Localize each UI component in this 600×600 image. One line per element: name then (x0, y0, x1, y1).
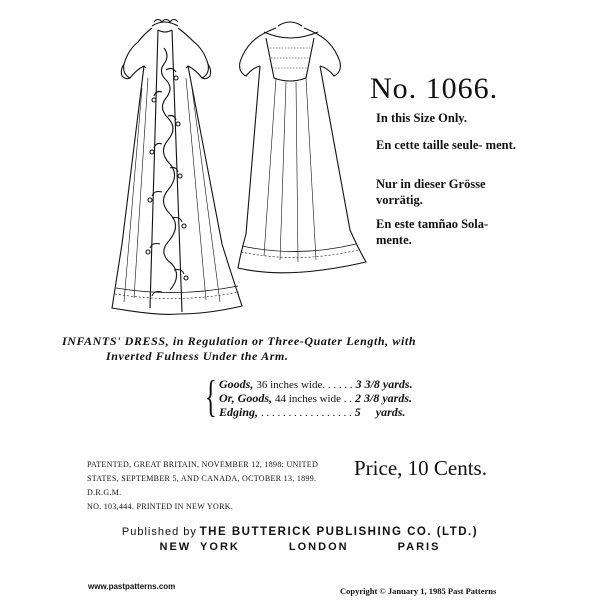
publisher-line (0, 526, 600, 538)
material-quantity: 5 yards. (354, 405, 406, 419)
material-quantity: 3 3/8 yards. (355, 377, 413, 391)
patent-line-3: NO. 103,444. PRINTED IN NEW YORK. (87, 502, 234, 511)
size-notice-french: En cette taille seule- ment. (376, 138, 516, 152)
website-url: www.pastpatterns.com (88, 582, 176, 591)
material-row (219, 405, 405, 420)
patent-line-2: STATES, SEPTEMBER 5, AND CANADA, OCTOBER 13, 1899. D.R.G.M. (87, 474, 317, 497)
patent-line-1: PATENTED, GREAT BRITAIN, NOVEMBER 12, 1898: UNITED (87, 460, 319, 469)
publisher-cities (0, 541, 600, 553)
material-name: Or, Goods, (219, 391, 273, 405)
material-name: Goods, (219, 377, 254, 391)
infant-dress-illustration (88, 8, 378, 326)
material-detail: . . . . . . . . . . . . . . . . . (261, 407, 352, 419)
published-by-label: Published by (121, 526, 197, 538)
material-quantity: 2 3/8 yards. (355, 391, 412, 405)
size-notice-german: Nur in dieser Grösse vorrätig. (376, 177, 486, 207)
materials-brace-icon: { (205, 372, 217, 421)
material-detail: 44 inches wide . . (275, 393, 352, 405)
pattern-description (62, 334, 532, 364)
pattern-number: No. 1066. (370, 72, 499, 105)
city-paris: PARIS (397, 541, 441, 553)
size-notice-english: In this Size Only. (376, 111, 467, 125)
city-london: LONDON (288, 541, 349, 553)
size-notice-spanish: En este tamñao Sola- mente. (376, 217, 489, 247)
material-row (219, 391, 412, 406)
description-line-2: Inverted Fulness Under the Arm. (106, 349, 289, 363)
material-detail: 36 inches wide. . . . . . (256, 379, 353, 391)
patent-notice (87, 458, 352, 514)
material-name: Edging, (219, 405, 259, 419)
price: Price, 10 Cents. (354, 456, 487, 480)
description-line-1: INFANTS' DRESS, in Regulation or Three-Quater Length, with (62, 334, 417, 348)
copyright-notice: Copyright © January 1, 1985 Past Patterns (340, 586, 497, 596)
material-row (219, 377, 413, 392)
publisher-company: THE BUTTERICK PUBLISHING CO. (LTD.) (199, 526, 479, 538)
city-new-york: NEW YORK (159, 541, 240, 553)
